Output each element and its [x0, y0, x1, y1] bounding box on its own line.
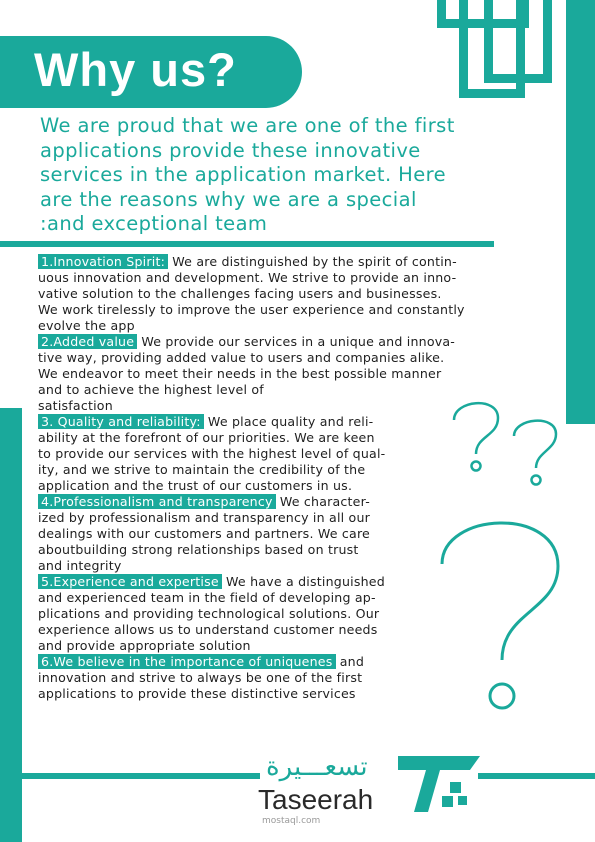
- reason-text: uous innovation and development. We strive to provide an inno-: [38, 270, 457, 285]
- intro-line: applications provide these innovative: [40, 138, 421, 162]
- intro-line: services in the application market. Here: [40, 163, 446, 186]
- reason-text: We work tirelessly to improve the user experience and constantly: [38, 302, 465, 317]
- page-title: Why us?: [34, 43, 237, 96]
- intro-line: :and exceptional team: [40, 212, 268, 235]
- reason-text: ity, and we strive to maintain the credibility of the: [38, 462, 366, 477]
- reason-text: and experienced team in the field of developing ap-: [38, 590, 376, 605]
- reason-text: ized by professionalism and transparency in all our: [38, 510, 371, 525]
- reason-heading: 4.Professionalism and transparency: [38, 494, 276, 509]
- intro-line: We are proud that we are one of the first: [40, 114, 455, 137]
- intro-line: are the reasons why we are a special: [40, 187, 417, 211]
- reason-text: and integrity: [38, 558, 122, 573]
- question-mark-icon: [446, 392, 506, 478]
- reason-text: satisfaction: [38, 398, 113, 413]
- left-accent-bar: [0, 408, 22, 842]
- reason-text: and: [335, 654, 365, 669]
- reason-text: We are distinguished by the spirit of contin-: [168, 254, 457, 269]
- reason-heading: 6.We believe in the importance of uniquenes: [38, 654, 336, 669]
- decorative-square: [484, 0, 552, 83]
- reason-text: We place quality and reli-: [203, 414, 374, 429]
- logo-arabic-text: تسعـــيرة: [266, 752, 368, 782]
- reason-text: We provide our services in a unique and innova-: [137, 334, 456, 349]
- taseerah-logo-icon: [398, 756, 480, 818]
- reason-text: plications and providing technological solutions. Our: [38, 606, 380, 621]
- reason-text: application and the trust of our customers in us.: [38, 478, 353, 493]
- reason-text: dealings with our customers and partners. We care: [38, 526, 371, 541]
- divider: [22, 773, 260, 779]
- reason-item: [38, 574, 465, 654]
- divider: [478, 773, 595, 779]
- reason-heading: 3. Quality and reliability:: [38, 414, 204, 429]
- reason-heading: 2.Added value: [38, 334, 137, 349]
- reason-text: and provide appropriate solution: [38, 638, 251, 653]
- reasons-list: [38, 254, 465, 702]
- intro-paragraph: [40, 114, 514, 237]
- right-accent-bar: [566, 0, 595, 424]
- reason-item: [38, 334, 465, 414]
- reason-text: innovation and strive to always be one of the first: [38, 670, 363, 685]
- logo-latin-text: Taseerah: [258, 784, 374, 815]
- reason-text: ability at the forefront of our priorities. We are keen: [38, 430, 375, 445]
- reason-item: [38, 494, 465, 574]
- reason-text: We character-: [275, 494, 370, 509]
- reason-heading: 5.Experience and expertise: [38, 574, 222, 589]
- reason-text: evolve the app: [38, 318, 135, 333]
- watermark-text: mostaql.com: [262, 816, 321, 826]
- divider: [0, 241, 494, 247]
- reason-text: tive way, providing added value to users and companies alike.: [38, 350, 445, 365]
- reason-text: applications to provide these distinctive services: [38, 686, 356, 701]
- reason-item: [38, 254, 465, 334]
- question-mark-icon: [432, 500, 568, 718]
- question-mark-icon: [506, 410, 566, 490]
- reason-text: and to achieve the highest level of: [38, 382, 264, 397]
- reason-item: [38, 414, 465, 494]
- reason-item: [38, 654, 465, 702]
- reason-text: experience allows us to understand customer needs: [38, 622, 378, 637]
- reason-text: to provide our services with the highest level of qual-: [38, 446, 386, 461]
- reason-text: We endeavor to meet their needs in the best possible manner: [38, 366, 442, 381]
- reason-heading: 1.Innovation Spirit:: [38, 254, 168, 269]
- reason-text: We have a distinguished: [221, 574, 385, 589]
- reason-text: vative solution to the challenges facing users and businesses.: [38, 286, 442, 301]
- reason-text: aboutbuilding strong relationships based on trust: [38, 542, 359, 557]
